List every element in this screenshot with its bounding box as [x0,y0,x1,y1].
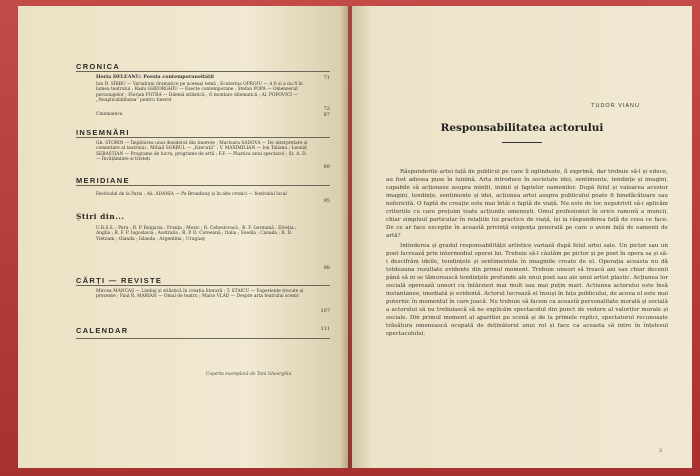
section-divider [76,185,330,186]
section-title: CRONICA [76,62,121,71]
section-divider [76,285,330,286]
toc-section-meridiane [76,176,330,204]
toc-entry: Cinemateca [96,112,123,117]
section-title: CALENDAR [76,326,129,335]
toc-section-insemnari [76,128,330,172]
toc-entry: Ion D. SÎRBU — Variațiuni dramatice pe aceeași temă ; Ecaterina OPROIU — A fi și a nu fi în lumea teatrului ; Radu GHEORGHIU — Eșecte contemporane ; Ștefan POPA — Omenescul personajelor ; Florian POTRA — Dilemă stilistică ; O montare dilematică ; Al. POPOVICI — „Neaplicabilitatea” pentru tineret [96,82,303,104]
toc-entry: Gh. STORIN — Împlinirea unui deziderat din tinerețe ; Marioara SADOVA — De interpretare și comentare al teatrului ; Mihail SORBUL — „Execuții” ; V. MAXIMILIAN — Ion Talianu ; Leonid SEBASTIAN — Programe de lucru, programe de artă ; F.F. — Plastica unui spectacol ; Șt. A. D. — Învățăminte și tristeți [96,141,308,163]
toc-page-number: 98 [323,265,330,271]
toc-page-number: 89 [323,164,330,170]
article-page [352,6,692,468]
toc-section-calendar [76,326,330,342]
toc-entry: Festivalul de la Paris ; Aii. ADANIA — Pe Broadway și în alte cronici — festivalul local [96,192,287,197]
section-title: Știri din... [76,212,125,221]
article-body [386,168,668,338]
section-title: INSEMNĂRI [76,128,130,137]
paragraph: Intinderea și gradul responsabilității artistice variază după felul artei sale. Un pictor sau un poet lucrează prin intermediul operei lui. Trebuie să-l căutăm pe pictor și pe poet în opera sa și să-i descifrăm ideile, tendințele și sentimentele în imaginile create de el. Operația aceasta nu dă totdeauna rezultate evidente din primul moment. Trebuie uneori să treacă ani sau chiar decenii până să ni se lămurească tendințele profunde ale unui poet sau ale unui artist plastic. Acțiunea lor socială operează uneori cu întârzieri mai mult sau mai puțin mari. Actiunea actorului este însă instantanee, imediată și evidentă. Actorul lucrează el însuși în fața publicului, de aceea el este mai puternic în momentul în care joacă. Nu trebuie să facem ca această personalitate morală și socială a actorului să nu trebuiască să ne explicăm spectacolul din punct de vedere al valorilor morale și sociale. Din primul moment al aparitiei pe scenă și de la primele replici, spectatorul recunoaște trăsătura omenească ocupată de deținătorul unui rol și face ca aceasta să intre în înțelesul spectacolului. [386,243,668,337]
toc-entry: Mircea MANCAȘ — Limbaj și stilistică în creația literară ; T. STAICU — Experiențe trecute și prezente ; Paul R. MARIAN — Omul de teatru ; Mario VLAD — Despre arta teatrului scenic [96,289,304,300]
section-title: CĂRȚI — REVISTE [76,276,163,285]
toc-page-number: 87 [323,112,330,118]
page-number: 3 [658,448,662,454]
toc-page-number: 95 [323,198,330,204]
toc-page-number: 71 [323,75,330,81]
toc-section-carti-reviste [76,276,330,322]
table-of-contents-page [18,6,348,468]
cover-credit: Coperta exemplară de Toni Gheorghiu [206,372,292,377]
toc-entry: Horia DELEANU: Poezia contemporaneității [96,74,215,80]
toc-page-number: 111 [320,326,330,332]
toc-entry: U.R.S.S. ; Peru ; R. P. Bulgaria ; Franța ; Mexic ; R. Cehoslovacă ; R. F. Germană ; Elveția ; Anglia ; R. F. P. Iugoslavia ; Australia ; R. P. D. Coreeană ; Italia ; Suedia ; Canada ; R. D. Vietnam ; Olanda ; Islanda ; Argentina ; Uruguay [96,226,297,242]
toc-page-number: 107 [320,308,330,314]
article-title: Responsabilitatea actorului [440,122,604,134]
section-divider [76,137,330,138]
title-rule [502,142,542,143]
article-author: TUDOR VIANU [591,103,640,109]
paragraph: Răspunderile artei față de publicul pe care îl oglindește, îl exprimă, dar trebuie să-l și educe, au fost adesea puse în lumină. Arta introduce în societate idei, sentimente, tendințe și imagini, capabile să acționeze asupra minții, inimii și faptelor oamenilor. După felul și valoarea acestor imagini, tendințe, sentimente și idei, acțiunea artei asupra publicului poate fi binefăcătoare sau nefericită. O faptă de creație este mai întâi o faptă de viață. Nu este de loc nepotrivit să-i aplicăm criteriile cu care prețuim toate acțiunile omenești. Omul profesionist în orice ramură a muncii, chiar simpluul particular în relațiile lui practice de viață, își ia răspunderea față de ceea ce face. De ce ar face excepție în această privință exigența generală pe care o avem față de oamenii de artă? [386,169,668,239]
section-divider [76,338,330,339]
section-divider [76,71,330,72]
section-title: MERIDIANE [76,176,130,185]
toc-section-stiri [76,212,330,272]
toc-page-number: 72 [323,106,330,112]
toc-section-cronica [76,62,330,124]
